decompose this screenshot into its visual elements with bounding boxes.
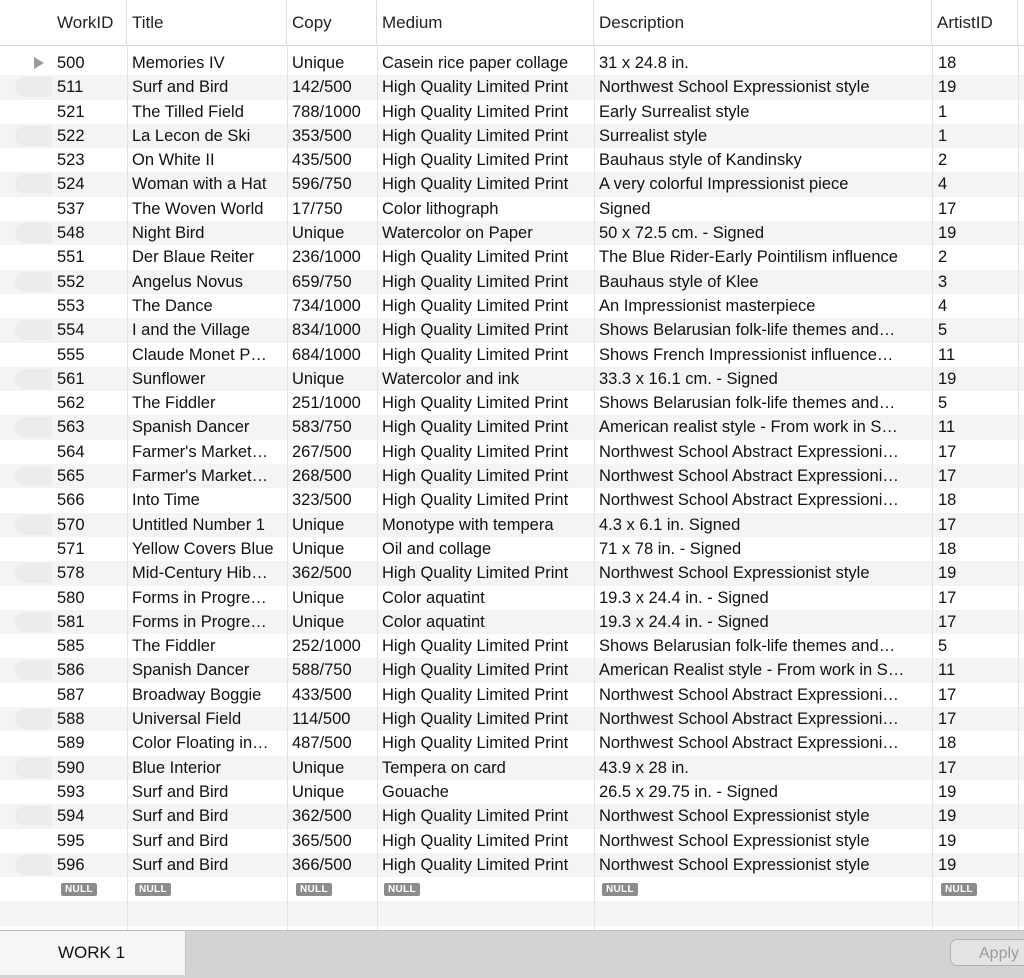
cell-artistid[interactable]: 19 — [938, 564, 957, 583]
table-row[interactable] — [0, 804, 1024, 828]
cell-description[interactable]: Northwest School Expressionist style — [599, 855, 870, 874]
cell-workid[interactable]: 511 — [57, 78, 84, 97]
cell-description[interactable]: Bauhaus style of Kandinsky — [599, 151, 802, 170]
row-gutter[interactable] — [0, 367, 52, 391]
cell-medium[interactable]: Monotype with tempera — [382, 515, 554, 534]
table-row[interactable] — [0, 221, 1024, 245]
row-gutter[interactable] — [0, 124, 52, 148]
row-gutter[interactable] — [0, 343, 52, 367]
row-gutter[interactable] — [0, 707, 52, 731]
cell-copy[interactable]: 583/750 — [292, 418, 352, 437]
table-row[interactable] — [0, 756, 1024, 780]
bottom-bar — [0, 930, 1024, 978]
null-badge-workid[interactable]: NULL — [61, 883, 97, 896]
new-row[interactable] — [0, 877, 1024, 901]
table-row[interactable] — [0, 464, 1024, 488]
cell-title[interactable]: Surf and Bird — [132, 807, 229, 826]
cell-copy[interactable]: 734/1000 — [292, 296, 361, 315]
cell-medium[interactable]: High Quality Limited Print — [382, 151, 569, 170]
cell-description[interactable]: 33.3 x 16.1 cm. - Signed — [599, 369, 778, 388]
cell-artistid[interactable]: 19 — [938, 855, 957, 874]
cell-description[interactable]: The Blue Rider-Early Pointilism influence — [599, 248, 898, 267]
table-row[interactable] — [0, 318, 1024, 342]
cell-copy[interactable]: 365/500 — [292, 831, 352, 850]
tab-label: WORK 1 — [58, 943, 126, 962]
cell-workid[interactable]: 522 — [57, 126, 85, 145]
cell-medium[interactable]: High Quality Limited Print — [382, 102, 569, 121]
cell-description[interactable]: Northwest School Abstract Expressioni… — [599, 685, 899, 704]
cell-description[interactable]: Signed — [599, 199, 651, 218]
cell-title[interactable]: Yellow Covers Blue — [132, 539, 274, 558]
cell-artistid[interactable]: 5 — [938, 321, 948, 340]
cell-workid[interactable]: 563 — [57, 418, 85, 437]
cell-copy[interactable]: Unique — [292, 588, 345, 607]
cell-workid[interactable]: 589 — [57, 734, 85, 753]
cell-workid[interactable]: 571 — [57, 539, 85, 558]
cell-title[interactable]: The Woven World — [132, 199, 264, 218]
cell-medium[interactable]: Color lithograph — [382, 199, 499, 218]
cell-medium[interactable]: High Quality Limited Print — [382, 710, 569, 729]
row-gutter[interactable] — [0, 731, 52, 755]
cell-medium[interactable]: Watercolor on Paper — [382, 224, 533, 243]
null-badge-title[interactable]: NULL — [135, 883, 171, 896]
cell-copy[interactable]: 366/500 — [292, 855, 352, 874]
cell-workid[interactable]: 578 — [57, 564, 85, 583]
cell-workid[interactable]: 587 — [57, 685, 85, 704]
cell-copy[interactable]: Unique — [292, 54, 345, 72]
cell-workid[interactable]: 551 — [57, 248, 85, 267]
cell-artistid[interactable]: 19 — [938, 831, 957, 850]
table-row[interactable] — [0, 415, 1024, 439]
row-gutter[interactable] — [0, 804, 52, 828]
cell-copy[interactable]: 362/500 — [292, 564, 352, 583]
row-gutter[interactable] — [0, 100, 52, 124]
cell-copy[interactable]: Unique — [292, 224, 345, 243]
current-row-triangle-icon — [34, 57, 44, 69]
cell-medium[interactable]: High Quality Limited Print — [382, 467, 569, 486]
cell-medium[interactable]: High Quality Limited Print — [382, 321, 569, 340]
cell-workid[interactable]: 590 — [57, 758, 85, 777]
column-header-title[interactable]: Title — [127, 0, 287, 45]
cell-artistid[interactable]: 17 — [938, 442, 957, 461]
table-row[interactable] — [0, 51, 1024, 75]
cell-medium[interactable]: Tempera on card — [382, 758, 506, 777]
cell-description[interactable]: 26.5 x 29.75 in. - Signed — [599, 782, 778, 801]
cell-copy[interactable]: 268/500 — [292, 467, 352, 486]
cell-description[interactable]: Shows French Impressionist influence… — [599, 345, 894, 364]
cell-medium[interactable]: High Quality Limited Print — [382, 126, 569, 145]
cell-medium[interactable]: High Quality Limited Print — [382, 685, 569, 704]
cell-description[interactable]: American realist style - From work in S… — [599, 418, 898, 437]
row-gutter[interactable] — [0, 221, 52, 245]
cell-artistid[interactable]: 19 — [938, 369, 957, 388]
table-row[interactable] — [0, 513, 1024, 537]
cell-medium[interactable]: High Quality Limited Print — [382, 175, 569, 194]
cell-description[interactable]: 4.3 x 6.1 in. Signed — [599, 515, 741, 534]
cell-artistid[interactable]: 18 — [938, 491, 957, 510]
cell-workid[interactable]: 586 — [57, 661, 85, 680]
cell-artistid[interactable]: 4 — [938, 175, 948, 194]
cell-workid[interactable]: 555 — [57, 345, 85, 364]
cell-copy[interactable]: 834/1000 — [292, 321, 361, 340]
cell-workid[interactable]: 580 — [57, 588, 85, 607]
cell-title[interactable]: Claude Monet P… — [132, 345, 267, 364]
cell-copy[interactable]: 323/500 — [292, 491, 352, 510]
column-header-medium[interactable]: Medium — [377, 0, 594, 45]
cell-title[interactable]: Universal Field — [132, 710, 242, 729]
cell-title[interactable]: Color Floating in… — [132, 734, 269, 753]
cell-title[interactable]: La Lecon de Ski — [132, 126, 251, 145]
cell-medium[interactable]: High Quality Limited Print — [382, 248, 569, 267]
null-badge-copy[interactable]: NULL — [296, 883, 332, 896]
row-gutter[interactable] — [0, 318, 52, 342]
table-row[interactable] — [0, 197, 1024, 221]
row-gutter[interactable] — [0, 586, 52, 610]
table-row[interactable] — [0, 658, 1024, 682]
table-row[interactable] — [0, 100, 1024, 124]
cell-medium[interactable]: Oil and collage — [382, 539, 492, 558]
row-gutter[interactable] — [0, 75, 52, 99]
cell-title[interactable]: Night Bird — [132, 224, 205, 243]
cell-title[interactable]: Memories IV — [132, 54, 225, 72]
cell-description[interactable]: Northwest School Abstract Expressioni… — [599, 710, 899, 729]
table-row[interactable] — [0, 75, 1024, 99]
cell-title[interactable]: Woman with a Hat — [132, 175, 267, 194]
cell-workid[interactable]: 596 — [57, 855, 85, 874]
cell-copy[interactable]: 252/1000 — [292, 637, 361, 656]
cell-artistid[interactable]: 5 — [938, 394, 948, 413]
cell-artistid[interactable]: 17 — [938, 467, 957, 486]
apply-button[interactable]: Apply — [950, 939, 1024, 966]
table-row[interactable] — [0, 829, 1024, 853]
row-gutter[interactable] — [0, 270, 52, 294]
row-gutter[interactable] — [0, 683, 52, 707]
table-row[interactable] — [0, 537, 1024, 561]
cell-title[interactable]: Forms in Progre… — [132, 612, 267, 631]
cell-copy[interactable]: 596/750 — [292, 175, 352, 194]
cell-copy[interactable]: 114/500 — [292, 710, 351, 729]
cell-artistid[interactable]: 2 — [938, 248, 948, 267]
cell-title[interactable]: The Dance — [132, 296, 213, 315]
cell-title[interactable]: Der Blaue Reiter — [132, 248, 254, 267]
cell-copy[interactable]: 362/500 — [292, 807, 352, 826]
column-divider — [594, 45, 595, 930]
cell-workid[interactable]: 588 — [57, 710, 85, 729]
table-row[interactable] — [0, 610, 1024, 634]
cell-workid[interactable]: 581 — [57, 612, 85, 631]
cell-medium[interactable]: Color aquatint — [382, 612, 485, 631]
cell-medium[interactable]: High Quality Limited Print — [382, 807, 569, 826]
cell-artistid[interactable]: 17 — [938, 612, 957, 631]
cell-title[interactable]: I and the Village — [132, 321, 251, 340]
cell-description[interactable]: Shows Belarusian folk-life themes and… — [599, 394, 896, 413]
cell-artistid[interactable]: 17 — [938, 588, 957, 607]
cell-medium[interactable]: High Quality Limited Print — [382, 418, 569, 437]
cell-description[interactable]: American Realist style - From work in S… — [599, 661, 905, 680]
cell-title[interactable]: Farmer's Market… — [132, 442, 269, 461]
column-header-artistid[interactable]: ArtistID — [932, 0, 1018, 45]
cell-description[interactable]: Northwest School Expressionist style — [599, 807, 870, 826]
table-row[interactable] — [0, 294, 1024, 318]
cell-artistid[interactable]: 11 — [938, 345, 956, 364]
cell-copy[interactable]: 251/1000 — [292, 394, 361, 413]
cell-description[interactable]: Northwest School Abstract Expressioni… — [599, 442, 899, 461]
row-gutter[interactable] — [0, 172, 52, 196]
row-gutter[interactable] — [0, 294, 52, 318]
column-divider — [127, 45, 128, 930]
cell-title[interactable]: Angelus Novus — [132, 272, 243, 291]
cell-description[interactable]: Northwest School Expressionist style — [599, 78, 870, 97]
column-divider — [932, 45, 933, 930]
cell-copy[interactable]: 433/500 — [292, 685, 352, 704]
cell-medium[interactable]: High Quality Limited Print — [382, 78, 569, 97]
cell-artistid[interactable]: 19 — [938, 782, 957, 801]
row-gutter[interactable] — [0, 853, 52, 877]
cell-artistid[interactable]: 11 — [938, 418, 956, 437]
cell-copy[interactable]: 487/500 — [292, 734, 352, 753]
cell-workid[interactable]: 566 — [57, 491, 85, 510]
cell-copy[interactable]: 684/1000 — [292, 345, 361, 364]
cell-artistid[interactable]: 18 — [938, 539, 957, 558]
cell-workid[interactable]: 562 — [57, 394, 85, 413]
table-row[interactable] — [0, 853, 1024, 877]
cell-title[interactable]: Broadway Boggie — [132, 685, 262, 704]
cell-workid[interactable]: 565 — [57, 467, 85, 486]
cell-medium[interactable]: High Quality Limited Print — [382, 296, 569, 315]
row-gutter[interactable] — [0, 513, 52, 537]
cell-workid[interactable]: 595 — [57, 831, 85, 850]
cell-workid[interactable]: 500 — [57, 54, 85, 72]
cell-title[interactable]: The Tilled Field — [132, 102, 244, 121]
cell-workid[interactable]: 552 — [57, 272, 85, 291]
cell-medium[interactable]: High Quality Limited Print — [382, 661, 569, 680]
cell-workid[interactable]: 594 — [57, 807, 85, 826]
cell-copy[interactable]: 435/500 — [292, 151, 352, 170]
cell-artistid[interactable]: 17 — [938, 710, 957, 729]
cell-artistid[interactable]: 19 — [938, 807, 957, 826]
column-divider — [287, 45, 288, 930]
cell-description[interactable]: Shows Belarusian folk-life themes and… — [599, 637, 896, 656]
cell-title[interactable]: The Fiddler — [132, 637, 216, 656]
cell-title[interactable]: Farmer's Market… — [132, 467, 269, 486]
cell-artistid[interactable]: 3 — [938, 272, 948, 291]
cell-description[interactable]: Northwest School Expressionist style — [599, 564, 870, 583]
cell-medium[interactable]: Watercolor and ink — [382, 369, 519, 388]
cell-title[interactable]: Mid-Century Hib… — [132, 564, 268, 583]
cell-title[interactable]: Forms in Progre… — [132, 588, 267, 607]
cell-artistid[interactable]: 18 — [938, 54, 957, 72]
table-row[interactable] — [0, 634, 1024, 658]
cell-title[interactable]: Untitled Number 1 — [132, 515, 265, 534]
row-gutter[interactable] — [0, 245, 52, 269]
null-badge-medium[interactable]: NULL — [384, 883, 420, 896]
cell-medium[interactable]: High Quality Limited Print — [382, 564, 569, 583]
row-gutter[interactable] — [0, 634, 52, 658]
cell-copy[interactable]: 353/500 — [292, 126, 352, 145]
cell-artistid[interactable]: 5 — [938, 637, 948, 656]
cell-artistid[interactable]: 17 — [938, 515, 957, 534]
cell-medium[interactable]: High Quality Limited Print — [382, 272, 569, 291]
cell-title[interactable]: Blue Interior — [132, 758, 221, 777]
cell-medium[interactable]: Color aquatint — [382, 588, 485, 607]
cell-description[interactable]: An Impressionist masterpiece — [599, 296, 816, 315]
cell-title[interactable]: Surf and Bird — [132, 78, 229, 97]
cell-copy[interactable]: 788/1000 — [292, 102, 361, 121]
table-row[interactable] — [0, 780, 1024, 804]
cell-artistid[interactable]: 1 — [938, 102, 948, 121]
cell-artistid[interactable]: 11 — [938, 661, 956, 680]
cell-copy[interactable]: 588/750 — [292, 661, 352, 680]
cell-medium[interactable]: High Quality Limited Print — [382, 831, 569, 850]
cell-artistid[interactable]: 18 — [938, 734, 957, 753]
cell-workid[interactable]: 548 — [57, 224, 85, 243]
cell-title[interactable]: Sunflower — [132, 369, 206, 388]
cell-description[interactable]: Northwest School Abstract Expressioni… — [599, 491, 899, 510]
cell-description[interactable]: Surrealist style — [599, 126, 708, 145]
table-row[interactable] — [0, 367, 1024, 391]
cell-title[interactable]: On White II — [132, 151, 215, 170]
column-header-workid[interactable]: WorkID — [52, 0, 127, 45]
cell-description[interactable]: 31 x 24.8 in. — [599, 54, 689, 72]
cell-medium[interactable]: High Quality Limited Print — [382, 442, 569, 461]
cell-artistid[interactable]: 17 — [938, 199, 957, 218]
cell-title[interactable]: Spanish Dancer — [132, 661, 250, 680]
cell-description[interactable]: Early Surrealist style — [599, 102, 750, 121]
cell-workid[interactable]: 537 — [57, 199, 85, 218]
cell-description[interactable]: Shows Belarusian folk-life themes and… — [599, 321, 896, 340]
cell-title[interactable]: The Fiddler — [132, 394, 216, 413]
table-row[interactable] — [0, 343, 1024, 367]
cell-artistid[interactable]: 19 — [938, 78, 957, 97]
row-gutter[interactable] — [0, 440, 52, 464]
cell-medium[interactable]: High Quality Limited Print — [382, 734, 569, 753]
cell-workid[interactable]: 554 — [57, 321, 85, 340]
cell-description[interactable]: A very colorful Impressionist piece — [599, 175, 849, 194]
row-gutter[interactable] — [0, 561, 52, 585]
cell-description[interactable]: 50 x 72.5 cm. - Signed — [599, 224, 765, 243]
cell-description[interactable]: Northwest School Abstract Expressioni… — [599, 734, 899, 753]
row-gutter[interactable] — [0, 197, 52, 221]
table-row[interactable] — [0, 561, 1024, 585]
cell-title[interactable]: Spanish Dancer — [132, 418, 250, 437]
empty-row — [0, 901, 1024, 925]
cell-copy[interactable]: Unique — [292, 612, 345, 631]
table-row[interactable] — [0, 172, 1024, 196]
cell-artistid[interactable]: 17 — [938, 758, 957, 777]
column-divider — [1018, 45, 1019, 930]
table-row[interactable] — [0, 440, 1024, 464]
table-row[interactable] — [0, 148, 1024, 172]
cell-medium[interactable]: Gouache — [382, 782, 449, 801]
table-row[interactable] — [0, 683, 1024, 707]
null-badge-description[interactable]: NULL — [602, 883, 638, 896]
cell-artistid[interactable]: 4 — [938, 296, 948, 315]
cell-title[interactable]: Surf and Bird — [132, 782, 229, 801]
column-header-description[interactable]: Description — [594, 0, 932, 45]
row-gutter[interactable] — [0, 756, 52, 780]
cell-medium[interactable]: High Quality Limited Print — [382, 345, 569, 364]
cell-description[interactable]: Northwest School Expressionist style — [599, 831, 870, 850]
cell-copy[interactable]: 142/500 — [292, 78, 352, 97]
cell-description[interactable]: 71 x 78 in. - Signed — [599, 539, 742, 558]
cell-medium[interactable]: Casein rice paper collage — [382, 54, 569, 72]
cell-description[interactable]: 19.3 x 24.4 in. - Signed — [599, 612, 769, 631]
tab-work-1[interactable] — [0, 931, 186, 975]
cell-title[interactable]: Surf and Bird — [132, 831, 229, 850]
table-row[interactable] — [0, 488, 1024, 512]
cell-workid[interactable]: 561 — [57, 369, 85, 388]
cell-copy[interactable]: 236/1000 — [292, 248, 361, 267]
cell-artistid[interactable]: 19 — [938, 224, 957, 243]
cell-copy[interactable]: 659/750 — [292, 272, 352, 291]
row-gutter[interactable] — [0, 488, 52, 512]
cell-workid[interactable]: 521 — [57, 102, 85, 121]
grid-header — [0, 0, 1024, 46]
cell-description[interactable]: 43.9 x 28 in. — [599, 758, 689, 777]
table-row[interactable] — [0, 391, 1024, 415]
row-gutter[interactable] — [0, 391, 52, 415]
column-divider — [377, 45, 378, 930]
cell-artistid[interactable]: 1 — [938, 126, 948, 145]
row-gutter[interactable] — [0, 780, 52, 804]
cell-medium[interactable]: High Quality Limited Print — [382, 637, 569, 656]
cell-workid[interactable]: 523 — [57, 151, 85, 170]
cell-medium[interactable]: High Quality Limited Print — [382, 491, 569, 510]
cell-workid[interactable]: 553 — [57, 296, 85, 315]
row-gutter[interactable] — [0, 51, 52, 75]
table-row[interactable] — [0, 731, 1024, 755]
row-gutter[interactable] — [0, 537, 52, 561]
table-row[interactable] — [0, 707, 1024, 731]
cell-workid[interactable]: 570 — [57, 515, 85, 534]
cell-copy[interactable]: Unique — [292, 369, 345, 388]
table-row[interactable] — [0, 245, 1024, 269]
table-row[interactable] — [0, 586, 1024, 610]
grid-rows — [0, 51, 1024, 930]
cell-title[interactable]: Into Time — [132, 491, 200, 510]
table-row[interactable] — [0, 124, 1024, 148]
cell-workid[interactable]: 564 — [57, 442, 85, 461]
cell-description[interactable]: Bauhaus style of Klee — [599, 272, 759, 291]
cell-medium[interactable]: High Quality Limited Print — [382, 855, 569, 874]
table-row[interactable] — [0, 270, 1024, 294]
cell-workid[interactable]: 593 — [57, 782, 85, 801]
cell-description[interactable]: Northwest School Abstract Expressioni… — [599, 467, 899, 486]
cell-copy[interactable]: Unique — [292, 515, 345, 534]
cell-description[interactable]: 19.3 x 24.4 in. - Signed — [599, 588, 769, 607]
cell-copy[interactable]: Unique — [292, 539, 345, 558]
row-gutter[interactable] — [0, 148, 52, 172]
cell-medium[interactable]: High Quality Limited Print — [382, 394, 569, 413]
row-gutter[interactable] — [0, 658, 52, 682]
row-gutter[interactable] — [0, 610, 52, 634]
cell-copy[interactable]: Unique — [292, 782, 345, 801]
null-badge-artistid[interactable]: NULL — [941, 883, 977, 896]
cell-artistid[interactable]: 17 — [938, 685, 957, 704]
cell-copy[interactable]: 17/750 — [292, 199, 343, 218]
cell-workid[interactable]: 524 — [57, 175, 85, 194]
cell-copy[interactable]: 267/500 — [292, 442, 352, 461]
row-gutter[interactable] — [0, 464, 52, 488]
cell-workid[interactable]: 585 — [57, 637, 85, 656]
row-gutter[interactable] — [0, 829, 52, 853]
column-header-copy[interactable]: Copy — [287, 0, 377, 45]
cell-artistid[interactable]: 2 — [938, 151, 948, 170]
cell-title[interactable]: Surf and Bird — [132, 855, 229, 874]
row-gutter[interactable] — [0, 415, 52, 439]
cell-copy[interactable]: Unique — [292, 758, 345, 777]
